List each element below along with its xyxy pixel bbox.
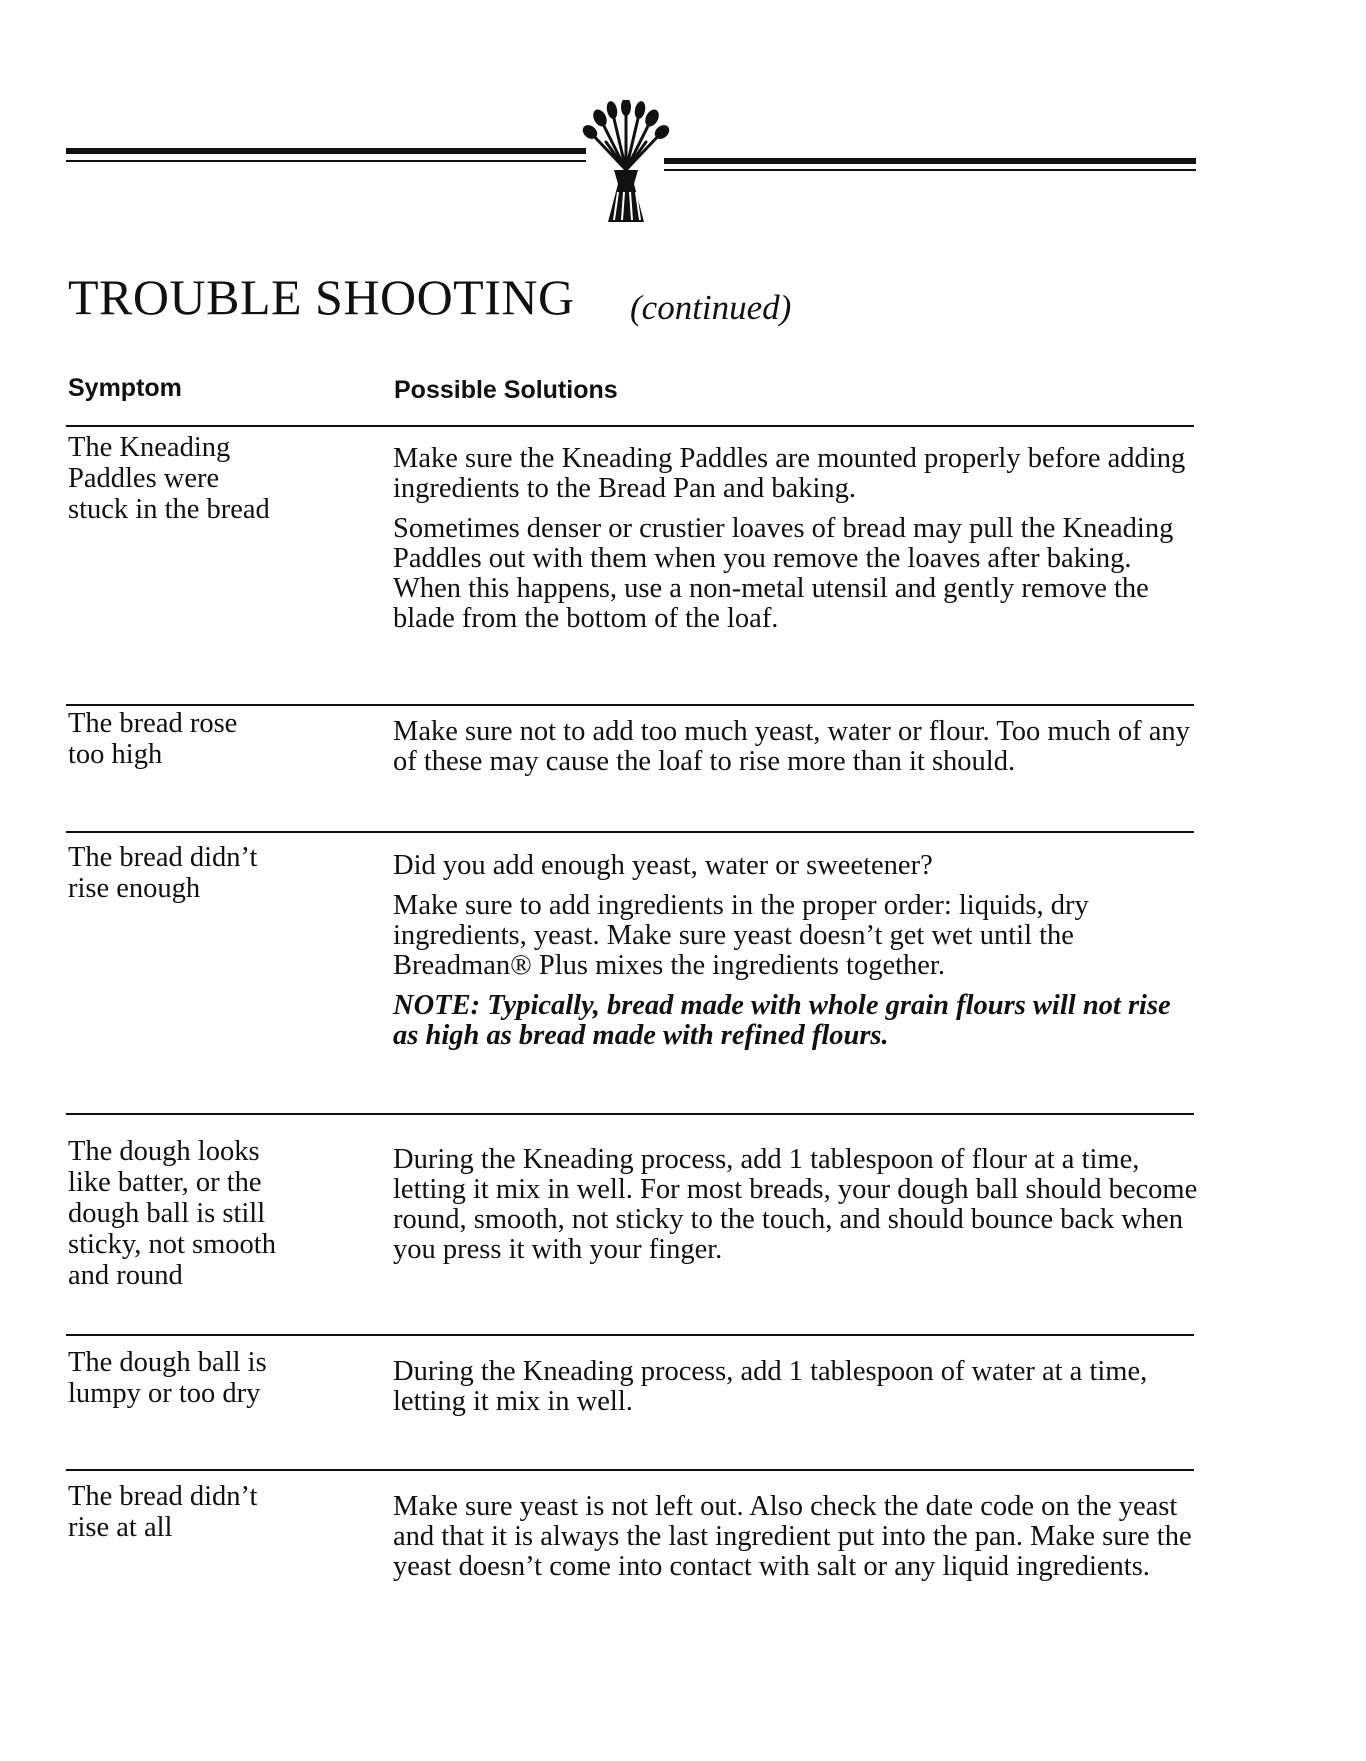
solution-text: Make sure not to add too much yeast, water or flour. Too much of any of these may cause the loaf to rise more than it should.: [393, 716, 1190, 777]
solution-text: Did you add enough yeast, water or sweetener?: [393, 850, 933, 881]
divider: [66, 425, 1194, 427]
divider: [66, 1469, 1194, 1471]
solution-cell: [393, 1357, 1203, 1427]
solution-text: Make sure to add ingredients in the proper order: liquids, dry ingredients, yeast. Make sure yeast doesn’t get wet until the Breadman® Plus mixes the ingredients together.: [393, 890, 1089, 981]
solution-text: Make sure the Kneading Paddles are mounted properly before adding ingredients to the Bread Pan and baking.: [393, 443, 1186, 504]
symptom-cell: The dough ball is lumpy or too dry: [68, 1347, 267, 1409]
divider: [66, 704, 1194, 706]
solution-cell: [393, 1145, 1203, 1275]
solution-cell: [393, 851, 1203, 1061]
solution-text: During the Kneading process, add 1 tablespoon of water at a time, letting it mix in well.: [393, 1356, 1148, 1417]
divider: [66, 831, 1194, 833]
symptom-cell: The dough looks like batter, or the dough ball is still sticky, not smooth and round: [68, 1136, 276, 1291]
solution-text: During the Kneading process, add 1 tablespoon of flour at a time, letting it mix in well. For most breads, your dough ball should become round, smooth, not sticky to the touch, and should bounce back when you press it with your finger.: [393, 1144, 1198, 1265]
solution-text: Sometimes denser or crustier loaves of bread may pull the Kneading Paddles out with them when you remove the loaves after baking. When this happens, use a non-metal utensil and gently remove the blade from the bottom of the loaf.: [393, 513, 1174, 634]
header-rule-left-thin: [66, 160, 586, 162]
solution-cell: [393, 1492, 1203, 1592]
symptom-cell: The bread didn’t rise at all: [68, 1481, 258, 1543]
solution-cell: [393, 717, 1203, 787]
symptom-column-header: Symptom: [68, 374, 182, 402]
page-subtitle: (continued): [630, 288, 792, 327]
solution-cell: [393, 444, 1203, 644]
symptom-cell: The Kneading Paddles were stuck in the bread: [68, 432, 270, 525]
solution-text: Make sure yeast is not left out. Also check the date code on the yeast and that it is always the last ingredient put into the pan. Make sure the yeast doesn’t come into contact with salt or any liquid ingredients.: [393, 1491, 1192, 1582]
header-rule-right-thick: [664, 158, 1196, 164]
header-rule-left-thick: [66, 148, 586, 154]
wheat-sheaf-icon: [578, 100, 674, 224]
note-text: NOTE: Typically, bread made with whole grain flours will not rise as high as bread made with refined flours.: [393, 990, 1171, 1051]
page-title: TROUBLE SHOOTING: [68, 269, 575, 325]
symptom-cell: The bread rose too high: [68, 708, 238, 770]
symptom-cell: The bread didn’t rise enough: [68, 842, 258, 904]
header-rule-right-thin: [664, 169, 1196, 171]
divider: [66, 1334, 1194, 1336]
solutions-column-header: Possible Solutions: [394, 376, 618, 404]
divider: [66, 1113, 1194, 1115]
